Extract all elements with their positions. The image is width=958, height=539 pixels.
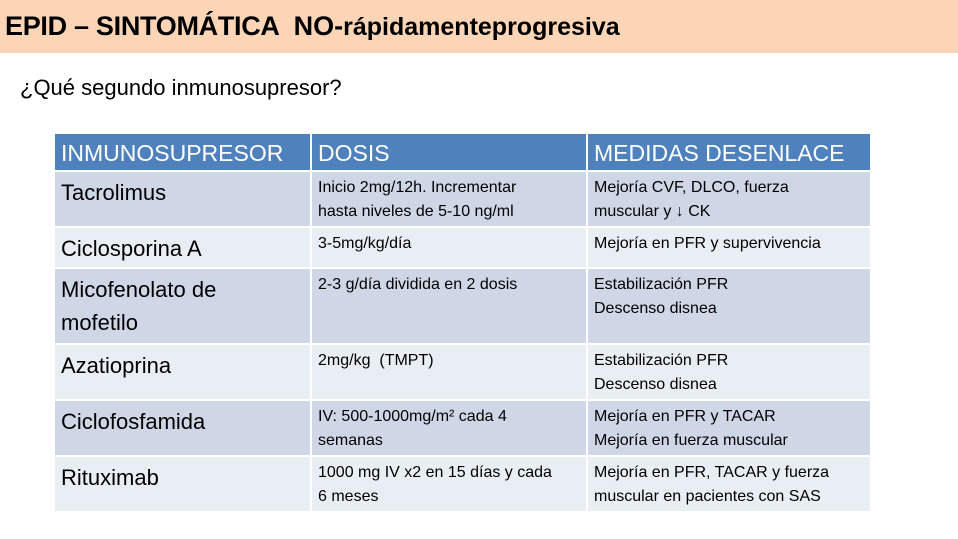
outcome-cell bbox=[587, 400, 871, 456]
column-header-outcome: MEDIDAS DESENLACE bbox=[587, 133, 871, 171]
outcome-cell bbox=[587, 227, 871, 268]
slide-title-part3: rápidamenteprogresiva bbox=[343, 13, 620, 41]
dose-line: hasta niveles de 5-10 ng/ml bbox=[318, 203, 514, 220]
dose-line: semanas bbox=[318, 432, 383, 449]
drug-name-text: Ciclofosfamida bbox=[61, 409, 206, 434]
drug-name bbox=[54, 456, 311, 512]
drug-name-line: mofetilo bbox=[61, 310, 139, 335]
dose-line: IV: 500-1000mg/m² cada 4 bbox=[318, 408, 507, 425]
outcome-line: Estabilización PFR bbox=[594, 352, 729, 369]
drug-name bbox=[54, 268, 311, 344]
outcome-cell bbox=[587, 344, 871, 400]
outcome-line: Mejoría en PFR, TACAR y fuerza bbox=[594, 464, 830, 481]
drug-name bbox=[54, 227, 311, 268]
dose-line: Inicio 2mg/12h. Incrementar bbox=[318, 179, 517, 196]
table-row bbox=[54, 456, 871, 512]
outcome-line: Mejoría en PFR y TACAR bbox=[594, 408, 776, 425]
outcome-line: muscular y ↓ CK bbox=[594, 203, 711, 220]
dose-line: 2-3 g/día dividida en 2 dosis bbox=[318, 276, 518, 293]
dose-cell bbox=[311, 344, 587, 400]
slide-title-part1: EPID – SINTOMÁTICA bbox=[5, 11, 280, 41]
immunosuppressor-table bbox=[53, 132, 872, 513]
dose-line: 2mg/kg (TMPT) bbox=[318, 352, 434, 369]
drug-name-text: Azatioprina bbox=[61, 353, 172, 378]
table-row bbox=[54, 171, 871, 227]
dose-cell bbox=[311, 227, 587, 268]
dose-line: 6 meses bbox=[318, 488, 379, 505]
column-header-immunosuppressor: INMUNOSUPRESOR bbox=[54, 133, 311, 171]
outcome-cell bbox=[587, 171, 871, 227]
drug-name-text: Tacrolimus bbox=[61, 180, 167, 205]
drug-name-text: Ciclosporina A bbox=[61, 236, 202, 261]
outcome-line: Mejoría en fuerza muscular bbox=[594, 432, 788, 449]
outcome-line: Mejoría en PFR y supervivencia bbox=[594, 235, 821, 252]
outcome-line: Mejoría CVF, DLCO, fuerza bbox=[594, 179, 789, 196]
slide-title-part2: NO- bbox=[293, 11, 344, 41]
outcome-cell bbox=[587, 268, 871, 344]
dose-line: 1000 mg IV x2 en 15 días y cada bbox=[318, 464, 552, 481]
table-header-row bbox=[54, 133, 871, 171]
dose-cell bbox=[311, 400, 587, 456]
table-row bbox=[54, 268, 871, 344]
dose-cell bbox=[311, 456, 587, 512]
column-header-dose: DOSIS bbox=[311, 133, 587, 171]
drug-name-text: Rituximab bbox=[61, 465, 159, 490]
dose-line: 3-5mg/kg/día bbox=[318, 235, 412, 252]
table-row bbox=[54, 227, 871, 268]
table-row bbox=[54, 344, 871, 400]
slide-title-bar bbox=[0, 0, 958, 53]
drug-name bbox=[54, 344, 311, 400]
outcome-line: Descenso disnea bbox=[594, 300, 717, 317]
drug-name bbox=[54, 400, 311, 456]
outcome-cell bbox=[587, 456, 871, 512]
slide-subtitle: ¿Qué segundo inmunosupresor? bbox=[20, 75, 342, 100]
dose-cell bbox=[311, 268, 587, 344]
table-row bbox=[54, 400, 871, 456]
outcome-line: Estabilización PFR bbox=[594, 276, 729, 293]
drug-name bbox=[54, 171, 311, 227]
dose-cell bbox=[311, 171, 587, 227]
outcome-line: Descenso disnea bbox=[594, 376, 717, 393]
outcome-line: muscular en pacientes con SAS bbox=[594, 488, 821, 505]
drug-name-line: Micofenolato de bbox=[61, 277, 217, 302]
